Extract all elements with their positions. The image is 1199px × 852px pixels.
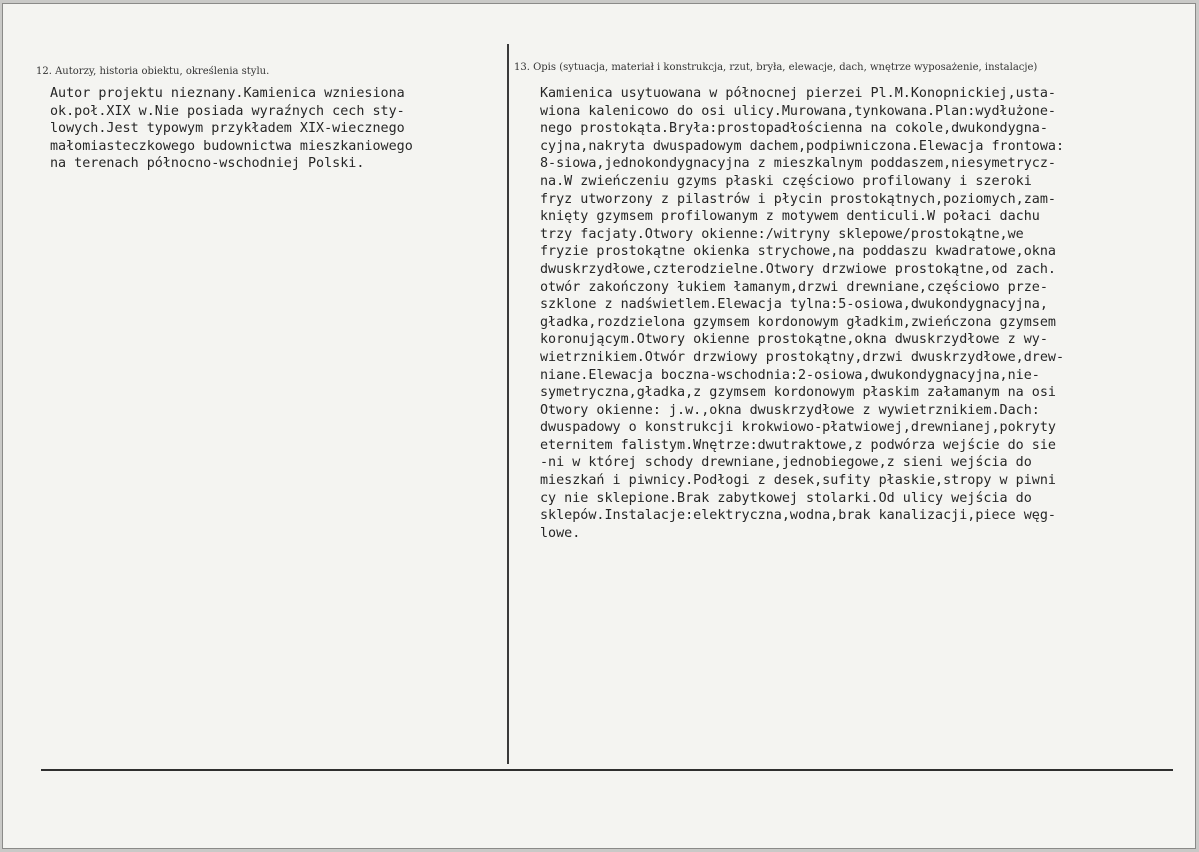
- text-line: koronującym.Otwory okienne prostokątne,okna dwuskrzydłowe z wy-: [540, 332, 1048, 348]
- text-line: cyjna,nakryta dwuspadowym dachem,podpiwniczona.Elewacja frontowa:: [540, 138, 1065, 154]
- bottom-rule: [41, 769, 1173, 771]
- text-line: na terenach północno-wschodniej Polski.: [50, 156, 365, 172]
- text-line: lowe.: [540, 525, 581, 541]
- column-divider: [507, 44, 509, 764]
- text-line: sklepów.Instalacje:elektryczna,wodna,brak kanalizacji,piece węg-: [540, 508, 1056, 524]
- text-line: niane.Elewacja boczna-wschodnia:2-osiowa,dwukondygnacyjna,nie-: [540, 367, 1040, 383]
- text-line: trzy facjaty.Otwory okienne:/witryny sklepowe/prostokątne,we: [540, 226, 1024, 242]
- section-13-heading: 13. Opis (sytuacja, materiał i konstrukcja, rzut, bryła, elewacje, dach, wnętrze wyposażenie, instalacje): [514, 62, 1038, 73]
- text-line: 8-siowa,jednokondygnacyjna z mieszkalnym poddaszem,niesymetrycz-: [540, 156, 1056, 172]
- text-line: nego prostokąta.Bryła:prostopadłościenna na cokole,dwukondygna-: [540, 121, 1048, 137]
- text-line: ok.poł.XIX w.Nie posiada wyraźnych cech sty-: [50, 103, 405, 119]
- text-line: małomiasteczkowego budownictwa mieszkaniowego: [50, 138, 413, 154]
- text-line: -ni w której schody drewniane,jednobiegowe,z sieni wejścia do: [540, 455, 1032, 471]
- text-line: mieszkań i piwnicy.Podłogi z desek,sufity płaskie,stropy w piwni: [540, 473, 1056, 489]
- section-12-heading: 12. Autorzy, historia obiektu, określenia stylu.: [36, 66, 270, 77]
- text-line: knięty gzymsem profilowanym z motywem denticuli.W połaci dachu: [540, 209, 1040, 225]
- text-line: gładka,rozdzielona gzymsem kordonowym gładkim,zwieńczona gzymsem: [540, 314, 1056, 330]
- text-line: lowych.Jest typowym przykładem XIX-wiecznego: [50, 121, 405, 137]
- text-line: fryz utworzony z pilastrów i płycin prostokątnych,poziomych,zam-: [540, 191, 1056, 207]
- text-line: cy nie sklepione.Brak zabytkowej stolarki.Od ulicy wejścia do: [540, 490, 1032, 506]
- text-line: Autor projektu nieznany.Kamienica wzniesiona: [50, 86, 405, 101]
- text-line: symetryczna,gładka,z gzymsem kordonowym płaskim załamanym na osi: [540, 385, 1056, 401]
- text-line: Kamienica usytuowana w północnej pierzei Pl.M.Konopnickiej,usta-: [540, 86, 1056, 101]
- section-12-text: [50, 85, 413, 173]
- text-line: wietrznikiem.Otwór drzwiowy prostokątny,drzwi dwuskrzydłowe,drew-: [540, 349, 1065, 365]
- text-line: dwuspadowy o konstrukcji krokwiowo-płatwiowej,drewnianej,pokryty: [540, 420, 1056, 436]
- inventory-card-sheet: [2, 3, 1196, 849]
- text-line: wiona kalenicowo do osi ulicy.Murowana,tynkowana.Plan:wydłużone-: [540, 103, 1056, 119]
- section-13-text: [540, 85, 1064, 542]
- text-line: szklone z nadświetlem.Elewacja tylna:5-osiowa,dwukondygnacyjna,: [540, 297, 1048, 313]
- text-line: otwór zakończony łukiem łamanym,drzwi drewniane,częściowo prze-: [540, 279, 1048, 295]
- text-line: dwuskrzydłowe,czterodzielne.Otwory drzwiowe prostokątne,od zach.: [540, 261, 1056, 277]
- text-line: fryzie prostokątne okienka strychowe,na poddaszu kwadratowe,okna: [540, 244, 1056, 260]
- text-line: na.W zwieńczeniu gzyms płaski częściowo profilowany i szeroki: [540, 173, 1032, 189]
- text-line: eternitem falistym.Wnętrze:dwutraktowe,z podwórza wejście do sie: [540, 437, 1056, 453]
- text-line: Otwory okienne: j.w.,okna dwuskrzydłowe z wywietrznikiem.Dach:: [540, 402, 1040, 418]
